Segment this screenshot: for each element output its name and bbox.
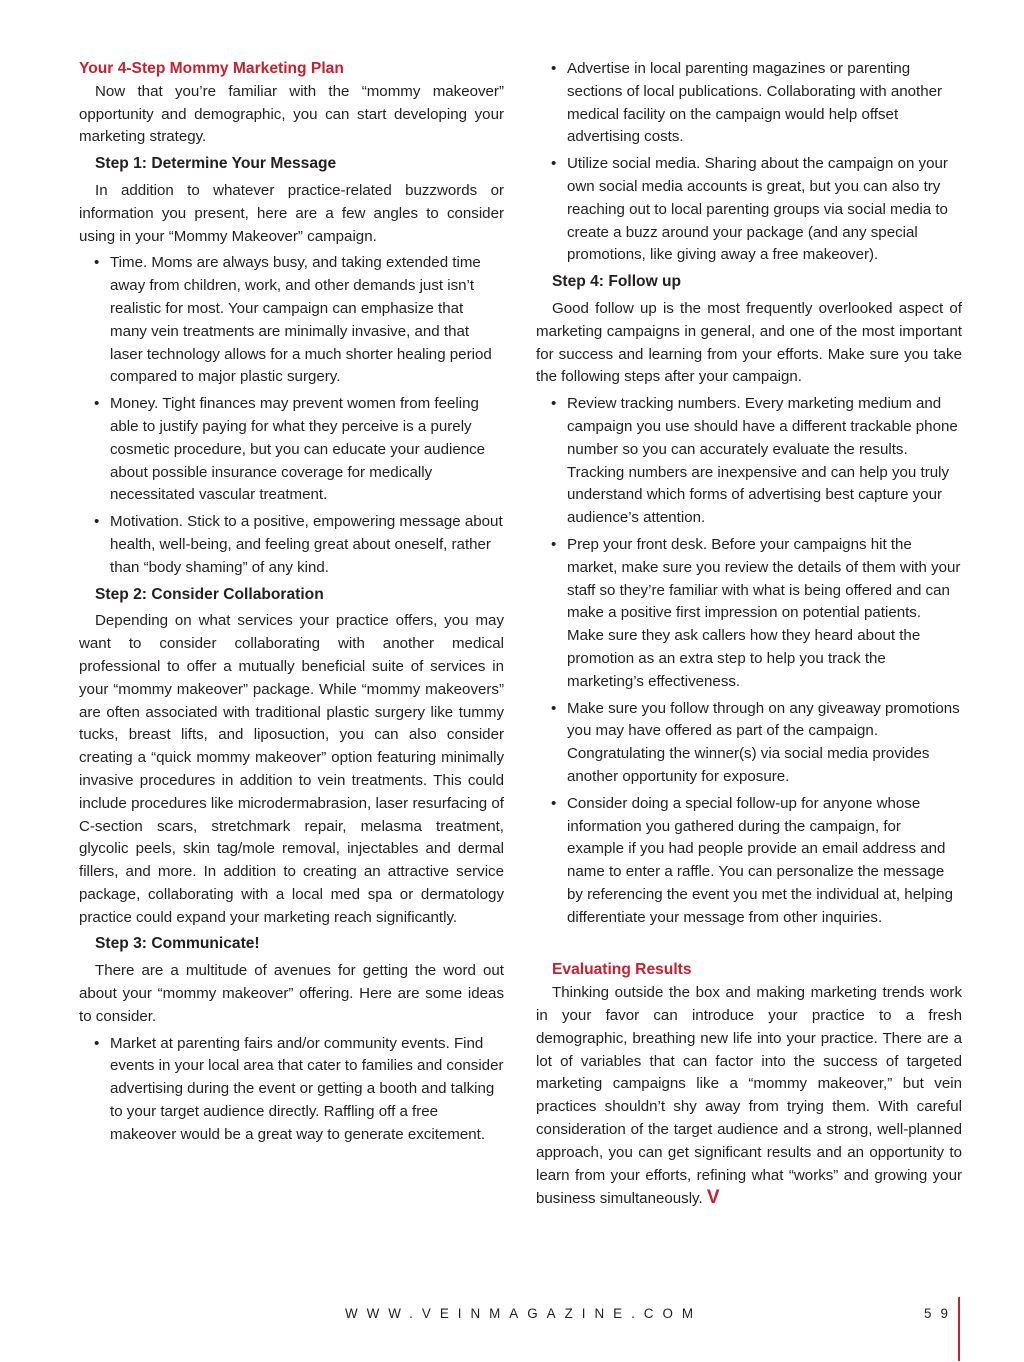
list-item bbox=[536, 393, 962, 530]
bullet-dot-icon: • bbox=[551, 699, 557, 717]
bullet-dot-icon: • bbox=[94, 513, 100, 531]
left-column bbox=[79, 58, 504, 1151]
bullet-text: Market at parenting fairs and/or community events. Find events in your local area that cater to families and consider advertising during the event or getting a booth and talking to your target audience directly. Raffling off a free makeover would be a great way to generate excitement. bbox=[110, 1034, 504, 1143]
step-2-paragraph: Depending on what services your practice offers, you may want to consider collaborating with another medical professional to offer a mutually beneficial suite of services in your “mommy makeover” package. While “mommy makeovers” are often associated with traditional plastic surgery like tummy tucks, breast lifts, and liposuction, you can also consider creating a “quick mommy makeover” option featuring minimally invasive procedures in addition to vein treatments. This could include procedures like microdermabrasion, laser resurfacing of C-section scars, stretchmark repair, melasma treatment, glycolic peels, skin tag/mole removal, injectables and dermal fillers, and more. In addition to creating an attractive service package, collaborating with a local med spa or dermatology practice could expand your marketing reach significantly. bbox=[79, 612, 504, 926]
section-title-evaluating: Evaluating Results bbox=[552, 961, 692, 979]
bullet-text: Prep your front desk. Before your campaigns hit the market, make sure you review the details of them with your staff so they’re familiar with what is being offered and can make a positive first impression on potential patients. Make sure they ask callers how they heard about the promotion as an extra step to help you track the marketing’s effectiveness. bbox=[567, 535, 961, 690]
bullet-text: Advertise in local parenting magazines or parenting sections of local publications. Collaborating with another medical facility on the campaign would help offset advertising costs. bbox=[567, 60, 943, 146]
section-title-plan: Your 4-Step Mommy Marketing Plan bbox=[79, 60, 344, 77]
list-item bbox=[536, 153, 962, 267]
step-1-bullet-list bbox=[79, 252, 504, 579]
bullet-dot-icon: • bbox=[551, 535, 557, 553]
intro-paragraph: Now that you’re familiar with the “mommy makeover” opportunity and demographic, you can start developing your marketing strategy. bbox=[79, 82, 504, 146]
step-1-heading: Step 1: Determine Your Message bbox=[95, 155, 337, 173]
bullet-text: Consider doing a special follow-up for anyone whose information you gathered during the campaign, for example if you had people provide an email address and name to enter a raffle. You can personalize the message by referencing the event you met the individual at, helping differentiate your message from other inquiries. bbox=[567, 794, 953, 926]
footer-divider bbox=[958, 1297, 960, 1361]
footer-url: WWW.VEINMAGAZINE.COM bbox=[345, 1306, 703, 1321]
section-spacer bbox=[536, 933, 962, 959]
bullet-dot-icon: • bbox=[94, 1034, 100, 1052]
step-1-paragraph: In addition to whatever practice-related buzzwords or information you present, here are a few angles to consider using in your “Mommy Makeover” campaign. bbox=[79, 181, 504, 245]
list-item bbox=[536, 698, 962, 789]
step-4-bullet-list bbox=[536, 393, 962, 929]
list-item bbox=[536, 58, 962, 149]
step-3-bullet-list-continued bbox=[536, 58, 962, 267]
bullet-text: Motivation. Stick to a positive, empowering message about health, well-being, and feeling great about oneself, rather than “body shaming” of any kind. bbox=[110, 513, 503, 576]
step-3-paragraph: There are a multitude of avenues for getting the word out about your “mommy makeover” offering. Here are some ideas to consider. bbox=[79, 962, 504, 1025]
right-column bbox=[536, 58, 962, 1211]
list-item bbox=[536, 793, 962, 930]
evaluating-paragraph bbox=[536, 982, 962, 1211]
step-3-heading: Step 3: Communicate! bbox=[95, 935, 260, 953]
bullet-dot-icon: • bbox=[551, 794, 557, 812]
step-4-paragraph: Good follow up is the most frequently overlooked aspect of marketing campaigns in general, and one of the most important for success and learning from your efforts. Make sure you take the following steps after your campaign. bbox=[536, 299, 962, 386]
bullet-text: Utilize social media. Sharing about the campaign on your own social media accounts is great, but you can also try reaching out to local parenting groups via social media to create a buzz around your package (and any special promotions, like giving away a free makeover). bbox=[567, 155, 948, 264]
list-item bbox=[79, 1033, 504, 1147]
bullet-text: Money. Tight finances may prevent women from feeling able to justify paying for what they perceive is a purely cosmetic procedure, but you can educate your audience about possible insurance coverage for medically necessitated vascular treatment. bbox=[110, 395, 486, 504]
end-mark-logo: V bbox=[706, 1187, 720, 1209]
list-item bbox=[536, 534, 962, 694]
list-item bbox=[79, 511, 504, 579]
bullet-text: Make sure you follow through on any giveaway promotions you may have offered as part of the campaign. Congratulating the winner(s) via social media provides another opportunity for exposure. bbox=[567, 699, 960, 785]
evaluating-text: Thinking outside the box and making marketing trends work in your favor can introduce your practice to a fresh demographic, breathing new life into your practice. There are a lot of variables that can factor into the success of targeted marketing campaigns like a “mommy makeover,” but vein practices shouldn’t shy away from trying them. With careful consideration of the target audience and a strong, well-planned approach, you can get significant results and an opportunity to learn from your efforts, refining what “works” and growing your business simultaneously. bbox=[536, 984, 962, 1208]
bullet-dot-icon: • bbox=[551, 395, 557, 413]
page-number: 59 bbox=[924, 1306, 957, 1321]
bullet-text: Time. Moms are always busy, and taking extended time away from children, work, and other demands just isn’t realistic for most. Your campaign can emphasize that many vein treatments are minimally invasive, and that laser technology allows for a much shorter healing period compared to major plastic surgery. bbox=[110, 254, 492, 386]
bullet-dot-icon: • bbox=[551, 155, 557, 173]
list-item bbox=[79, 252, 504, 389]
step-4-heading: Step 4: Follow up bbox=[552, 273, 682, 291]
bullet-text: Review tracking numbers. Every marketing medium and campaign you use should have a different trackable phone number so you can accurately evaluate the results. Tracking numbers are inexpensive and can help you truly understand which forms of advertising best capture your audience’s attention. bbox=[567, 395, 958, 527]
bullet-dot-icon: • bbox=[94, 254, 100, 272]
bullet-dot-icon: • bbox=[551, 60, 557, 77]
bullet-dot-icon: • bbox=[94, 395, 100, 413]
list-item bbox=[79, 393, 504, 507]
step-2-heading: Step 2: Consider Collaboration bbox=[95, 585, 324, 603]
step-3-bullet-list bbox=[79, 1033, 504, 1147]
